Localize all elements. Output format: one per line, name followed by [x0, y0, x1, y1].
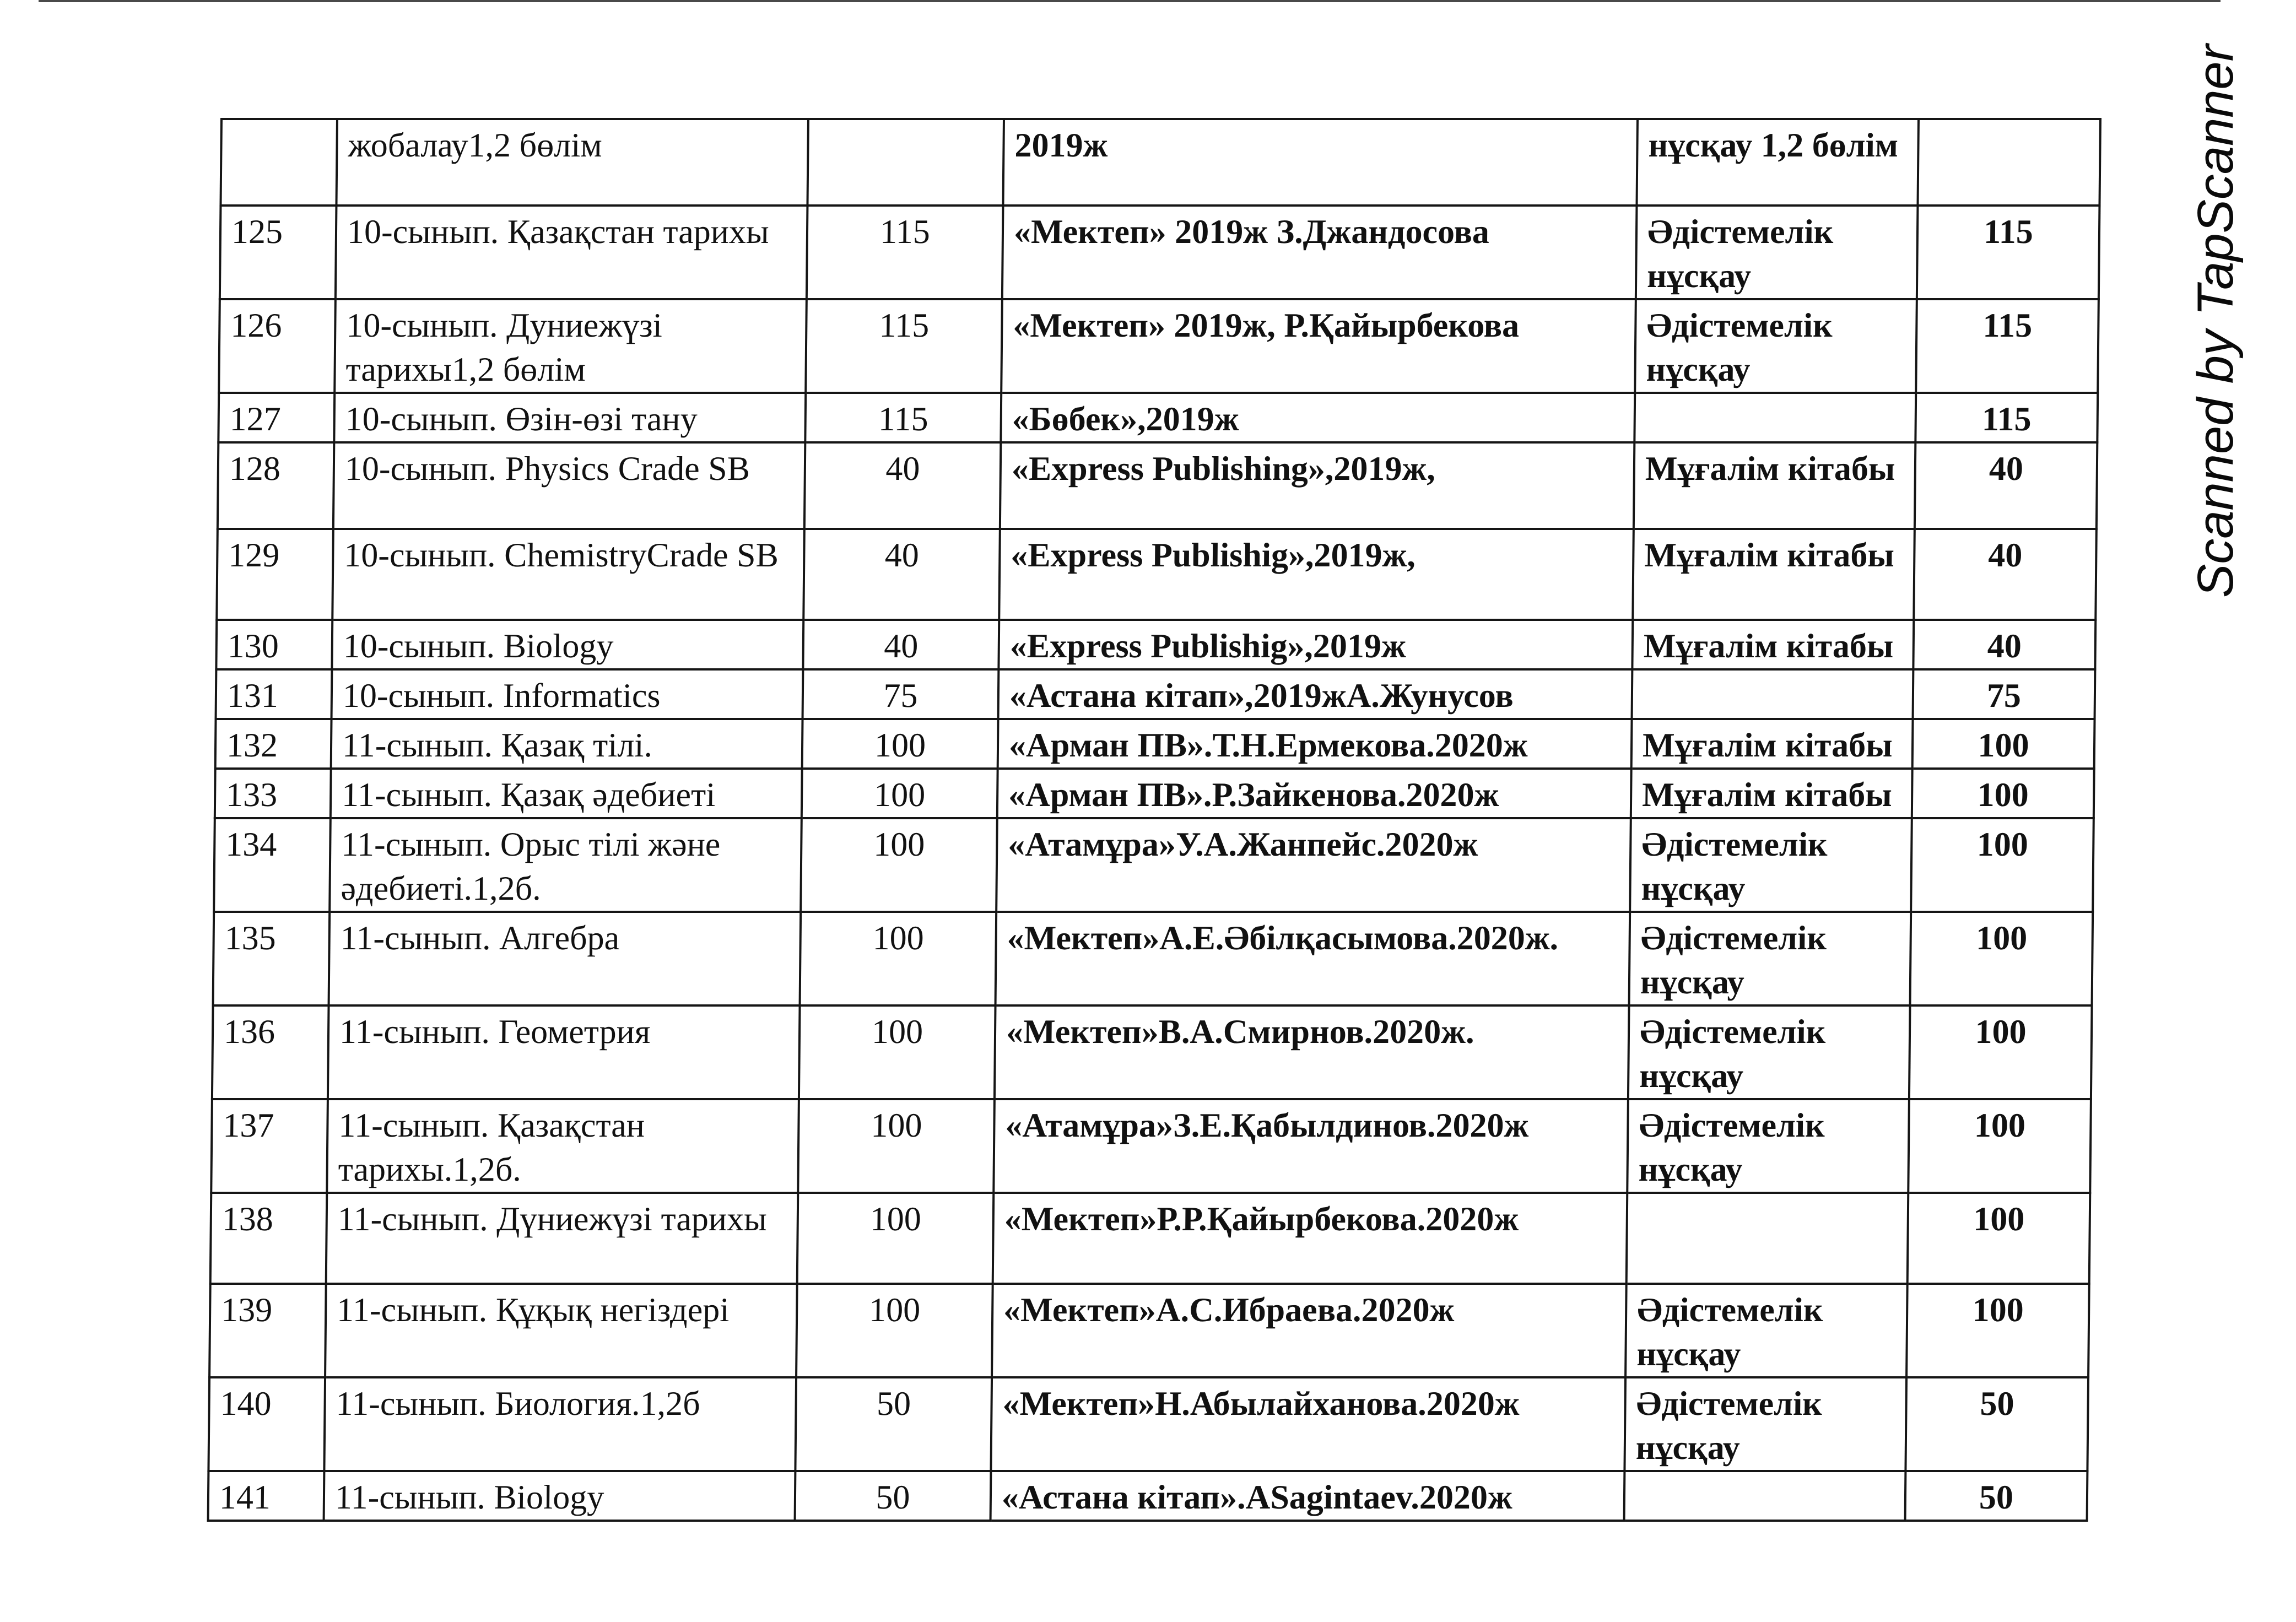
row-number: 136	[212, 1005, 329, 1099]
table-row	[210, 1193, 2090, 1284]
row-number: 135	[213, 912, 330, 1005]
book-title: жобалау1,2 бөлім	[336, 119, 808, 206]
publisher-info: «Арман ПВ».Р.Зайкенова.2020ж	[997, 769, 1631, 818]
table-row	[216, 620, 2095, 669]
teacher-material-count: 50	[1905, 1377, 2088, 1471]
teacher-material-type: Әдістемелік нұсқау	[1636, 206, 1918, 299]
book-quantity: 115	[807, 206, 1003, 299]
table-row	[215, 719, 2095, 769]
book-title: 11-сынып. Геометрия	[328, 1005, 800, 1099]
publisher-info: «Express Publishig»,2019ж	[998, 620, 1633, 669]
book-quantity	[807, 119, 1004, 206]
book-title: 11-сынып. Қазақ әдебиеті	[331, 769, 802, 818]
book-quantity: 40	[803, 529, 1000, 620]
teacher-material-count: 115	[1917, 206, 2100, 299]
publisher-info: «Астана кітап».ASagintaev.2020ж	[991, 1471, 1625, 1521]
book-title: 10-сынып. Informatics	[332, 669, 803, 719]
row-number: 126	[219, 299, 336, 393]
book-title: 10-сынып. ChemistryCrade SB	[332, 529, 804, 620]
teacher-material-type	[1634, 393, 1916, 442]
publisher-info: «Атамұра»З.Е.Қабылдинов.2020ж	[993, 1099, 1628, 1193]
row-number: 134	[214, 818, 331, 912]
teacher-material-type: Әдістемелік нұсқау	[1630, 818, 1912, 912]
table-row	[216, 669, 2095, 719]
publisher-info: «Express Publishing»,2019ж,	[1000, 442, 1635, 529]
book-quantity: 100	[799, 1005, 996, 1099]
table-row	[212, 1005, 2092, 1099]
table-row	[208, 1377, 2088, 1471]
row-number: 132	[215, 719, 332, 769]
teacher-material-count: 100	[1910, 912, 2093, 1005]
teacher-material-type: Әдістемелік нұсқау	[1635, 299, 1917, 393]
teacher-material-type: Әдістемелік нұсқау	[1629, 912, 1911, 1005]
teacher-material-type: Мұғалім кітабы	[1633, 529, 1915, 620]
row-number: 140	[208, 1377, 325, 1471]
book-quantity: 100	[802, 719, 998, 769]
book-title: 10-сынып. Дуниежүзі тарихы1,2 бөлім	[334, 299, 807, 393]
textbook-table	[207, 118, 2101, 1522]
teacher-material-type: Мұғалім кітабы	[1634, 442, 1916, 529]
table-body	[208, 119, 2100, 1521]
publisher-info: «Мектеп»А.Е.Әбілқасымова.2020ж.	[996, 912, 1630, 1005]
table-row	[220, 206, 2100, 299]
teacher-material-count: 100	[1908, 1193, 2090, 1284]
row-number: 130	[216, 620, 332, 669]
publisher-info: «Мектеп» 2019ж, Р.Қайырбекова	[1001, 299, 1636, 393]
teacher-material-type: Мұғалім кітабы	[1632, 620, 1914, 669]
row-number: 139	[209, 1284, 326, 1377]
teacher-material-type: Әдістемелік нұсқау	[1624, 1377, 1906, 1471]
row-number: 129	[217, 529, 333, 620]
teacher-material-count: 100	[1909, 1005, 2092, 1099]
book-quantity: 100	[802, 769, 998, 818]
row-number: 138	[210, 1193, 327, 1284]
book-quantity: 75	[803, 669, 999, 719]
row-number: 133	[215, 769, 331, 818]
top-edge-rule	[39, 0, 2221, 2]
teacher-material-type: Мұғалім кітабы	[1631, 769, 1913, 818]
publisher-info: «Express Publishig»,2019ж,	[999, 529, 1634, 620]
book-title: 10-сынып. Өзін-өзі тану	[334, 393, 806, 442]
teacher-material-count: 40	[1915, 442, 2098, 529]
publisher-info: «Мектеп»Р.Р.Қайырбекова.2020ж	[993, 1193, 1628, 1284]
teacher-material-type: Әдістемелік нұсқау	[1625, 1284, 1908, 1377]
scanner-watermark: Scanned by TapScanner	[2187, 44, 2244, 598]
teacher-material-count: 40	[1913, 620, 2095, 669]
teacher-material-count: 50	[1905, 1471, 2088, 1521]
publisher-info: «Мектеп»А.С.Ибраева.2020ж	[992, 1284, 1627, 1377]
row-number: 127	[218, 393, 334, 442]
table-row	[211, 1099, 2091, 1193]
publisher-info: «Бөбек»,2019ж	[1001, 393, 1635, 442]
publisher-info: «Астана кітап»,2019жА.Жунусов	[998, 669, 1633, 719]
row-number: 131	[216, 669, 332, 719]
teacher-material-type: нұсқау 1,2 бөлім	[1636, 119, 1919, 206]
book-title: 10-сынып. Physics Crade SB	[333, 442, 806, 529]
table-row	[219, 299, 2099, 393]
book-title: 10-сынып. Biology	[332, 620, 803, 669]
teacher-material-count: 115	[1916, 299, 2099, 393]
table-row	[213, 912, 2093, 1005]
book-quantity: 100	[801, 818, 997, 912]
book-quantity: 100	[797, 1193, 994, 1284]
book-quantity: 100	[796, 1284, 993, 1377]
publisher-info: «Мектеп» 2019ж З.Джандосова	[1002, 206, 1637, 299]
teacher-material-count: 115	[1915, 393, 2098, 442]
publisher-info: «Арман ПВ».Т.Н.Ермекова.2020ж	[998, 719, 1632, 769]
book-title: 11-сынып. Құқық негіздері	[325, 1284, 797, 1377]
table-row	[209, 1284, 2089, 1377]
table-row	[220, 119, 2100, 206]
row-number: 128	[218, 442, 334, 529]
teacher-material-type: Әдістемелік нұсқау	[1627, 1099, 1909, 1193]
table-row	[218, 442, 2098, 529]
teacher-material-count: 100	[1908, 1099, 2091, 1193]
book-quantity: 50	[795, 1471, 991, 1521]
teacher-material-count: 40	[1914, 529, 2097, 620]
row-number: 141	[208, 1471, 325, 1521]
teacher-material-type	[1624, 1471, 1906, 1521]
row-number: 137	[211, 1099, 328, 1193]
book-title: 11-сынып. Орыс тілі және әдебиеті.1,2б.	[329, 818, 802, 912]
table-row	[208, 1471, 2088, 1521]
teacher-material-count: 100	[1912, 769, 2094, 818]
book-quantity: 40	[804, 442, 1001, 529]
teacher-material-type: Мұғалім кітабы	[1631, 719, 1913, 769]
book-title: 11-сынып. Қазақстан тарихы.1,2б.	[327, 1099, 799, 1193]
book-quantity: 40	[803, 620, 999, 669]
teacher-material-type	[1627, 1193, 1909, 1284]
teacher-material-count: 100	[1906, 1284, 2089, 1377]
publisher-info: «Мектеп»Н.Абылайханова.2020ж	[991, 1377, 1625, 1471]
teacher-material-count: 75	[1913, 669, 2095, 719]
book-quantity: 115	[806, 299, 1002, 393]
row-number	[220, 119, 337, 206]
book-title: 11-сынып. Biology	[324, 1471, 796, 1521]
book-title: 11-сынып. Алгебра	[329, 912, 801, 1005]
table-row	[218, 393, 2098, 442]
publisher-info: 2019ж	[1003, 119, 1638, 206]
book-title: 11-сынып. Биология.1,2б	[324, 1377, 796, 1471]
book-quantity: 100	[800, 912, 997, 1005]
table-row	[214, 818, 2094, 912]
teacher-material-count	[1917, 119, 2100, 206]
teacher-material-type	[1632, 669, 1914, 719]
book-title: 11-сынып. Дүниежүзі тарихы	[326, 1193, 798, 1284]
teacher-material-count: 100	[1911, 818, 2094, 912]
publisher-info: «Мектеп»В.А.Смирнов.2020ж.	[995, 1005, 1629, 1099]
table-row	[215, 769, 2094, 818]
teacher-material-type: Әдістемелік нұсқау	[1628, 1005, 1910, 1099]
teacher-material-count: 100	[1913, 719, 2095, 769]
book-title: 11-сынып. Қазақ тілі.	[331, 719, 803, 769]
publisher-info: «Атамұра»У.А.Жанпейс.2020ж	[996, 818, 1631, 912]
book-quantity: 115	[805, 393, 1001, 442]
book-quantity: 50	[795, 1377, 992, 1471]
row-number: 125	[220, 206, 337, 299]
document-page	[207, 118, 2099, 1522]
book-quantity: 100	[798, 1099, 995, 1193]
book-title: 10-сынып. Қазақстан тарихы	[336, 206, 808, 299]
table-row	[217, 529, 2097, 620]
